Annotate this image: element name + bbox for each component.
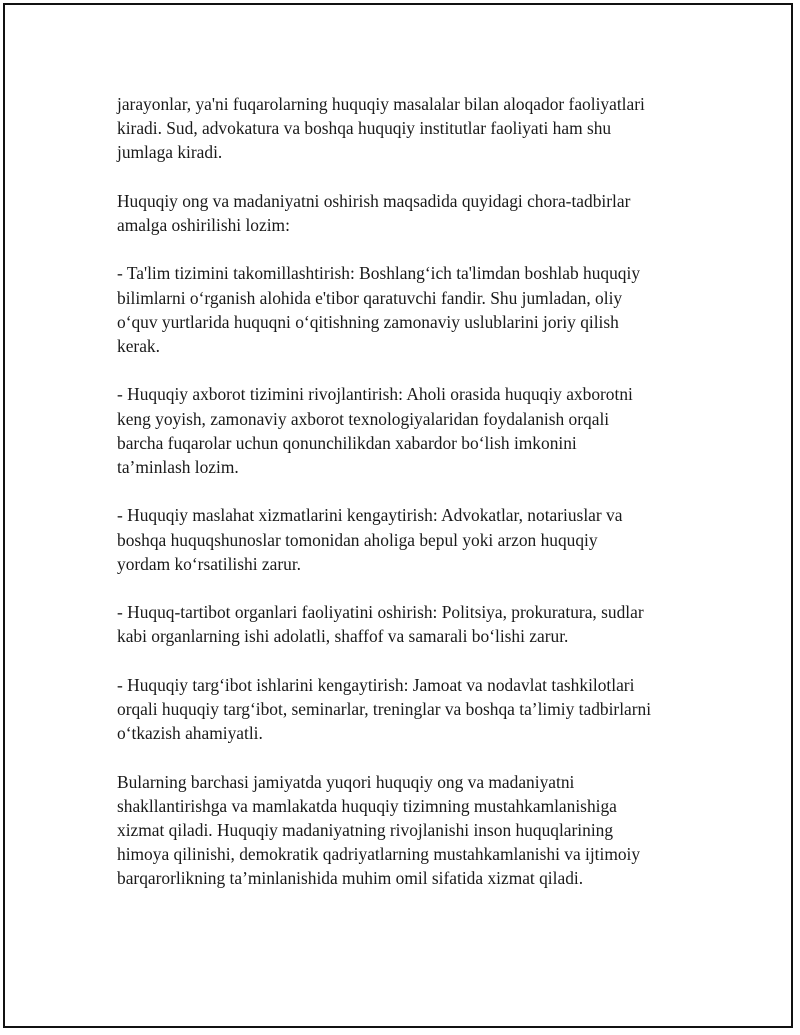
paragraph-legal-advice	[117, 503, 697, 576]
text-line: kerak.	[117, 336, 160, 356]
text-line: amalga oshirilishi lozim:	[117, 215, 290, 235]
text-line: - Huquq-tartibot organlari faoliyatini oshirish: Politsiya, prokuratura, sudlar	[117, 602, 644, 623]
text-line: himoya qilinishi, demokratik qadriyatlarning mustahkamlanishi va ijtimoiy	[117, 844, 641, 865]
paragraph-conclusion	[117, 770, 697, 891]
text-line: kiradi. Sud, advokatura va boshqa huquqiy institutlar faoliyati ham shu	[117, 118, 612, 139]
text-line: xizmat qiladi. Huquqiy madaniyatning rivojlanishi inson huquqlarining	[117, 819, 614, 840]
text-line: shakllantirishga va mamlakatda huquqiy tizimning mustahkamlanishiga	[117, 795, 617, 816]
text-line: - Ta'lim tizimini takomillashtirish: Boshlang‘ich ta'limdan boshlab huquqiy	[117, 263, 641, 284]
text-line: jarayonlar, ya'ni fuqarolarning huquqiy masalalar bilan aloqador faoliyatlari	[117, 94, 645, 114]
text-line: kabi organlarning ishi adolatli, shaffof va samarali bo‘lishi zarur.	[117, 626, 569, 647]
text-line: barcha fuqarolar uchun qonunchilikdan xabardor bo‘lish imkonini	[117, 432, 577, 453]
paragraph-intro	[117, 92, 697, 165]
text-line: o‘tkazish ahamiyatli.	[117, 723, 263, 744]
text-line: bilimlarni o‘rganish alohida e'tibor qaratuvchi fandir. Shu jumladan, oliy	[117, 287, 623, 308]
text-line: ta’minlash lozim.	[117, 457, 239, 477]
text-line: keng yoyish, zamonaviy axborot texnologiyalaridan foydalanish orqali	[117, 408, 610, 429]
text-line: o‘quv yurtlarida huquqni o‘qitishning zamonaviy uslublarini joriy qilish	[117, 311, 619, 332]
text-line: boshqa huquqshunoslar tomonidan aholiga bepul yoki arzon huquqiy	[117, 529, 598, 550]
text-line: jumlaga kiradi.	[117, 142, 223, 163]
paragraph-law-enforcement	[117, 600, 697, 648]
paragraph-education	[117, 261, 697, 358]
text-line: orqali huquqiy targ‘ibot, seminarlar, treninglar va boshqa ta’limiy tadbirlarni	[117, 698, 652, 719]
text-line: - Huquqiy targ‘ibot ishlarini kengaytirish: Jamoat va nodavlat tashkilotlari	[117, 674, 635, 695]
paragraph-propaganda	[117, 673, 697, 746]
text-line: barqarorlikning ta’minlanishida muhim omil sifatida xizmat qiladi.	[117, 868, 584, 889]
paragraph-information-system	[117, 382, 697, 479]
text-line: Bularning barchasi jamiyatda yuqori huquqiy ong va madaniyatni	[117, 771, 575, 792]
text-line: - Huquqiy maslahat xizmatlarini kengaytirish: Advokatlar, notariuslar va	[117, 505, 623, 526]
text-line: yordam ko‘rsatilishi zarur.	[117, 553, 302, 574]
document-body	[117, 92, 697, 915]
paragraph-measures-heading	[117, 189, 697, 237]
text-line: - Huquqiy axborot tizimini rivojlantirish: Aholi orasida huquqiy axborotni	[117, 384, 633, 405]
text-line: Huquqiy ong va madaniyatni oshirish maqsadida quyidagi chora-tadbirlar	[117, 190, 631, 211]
